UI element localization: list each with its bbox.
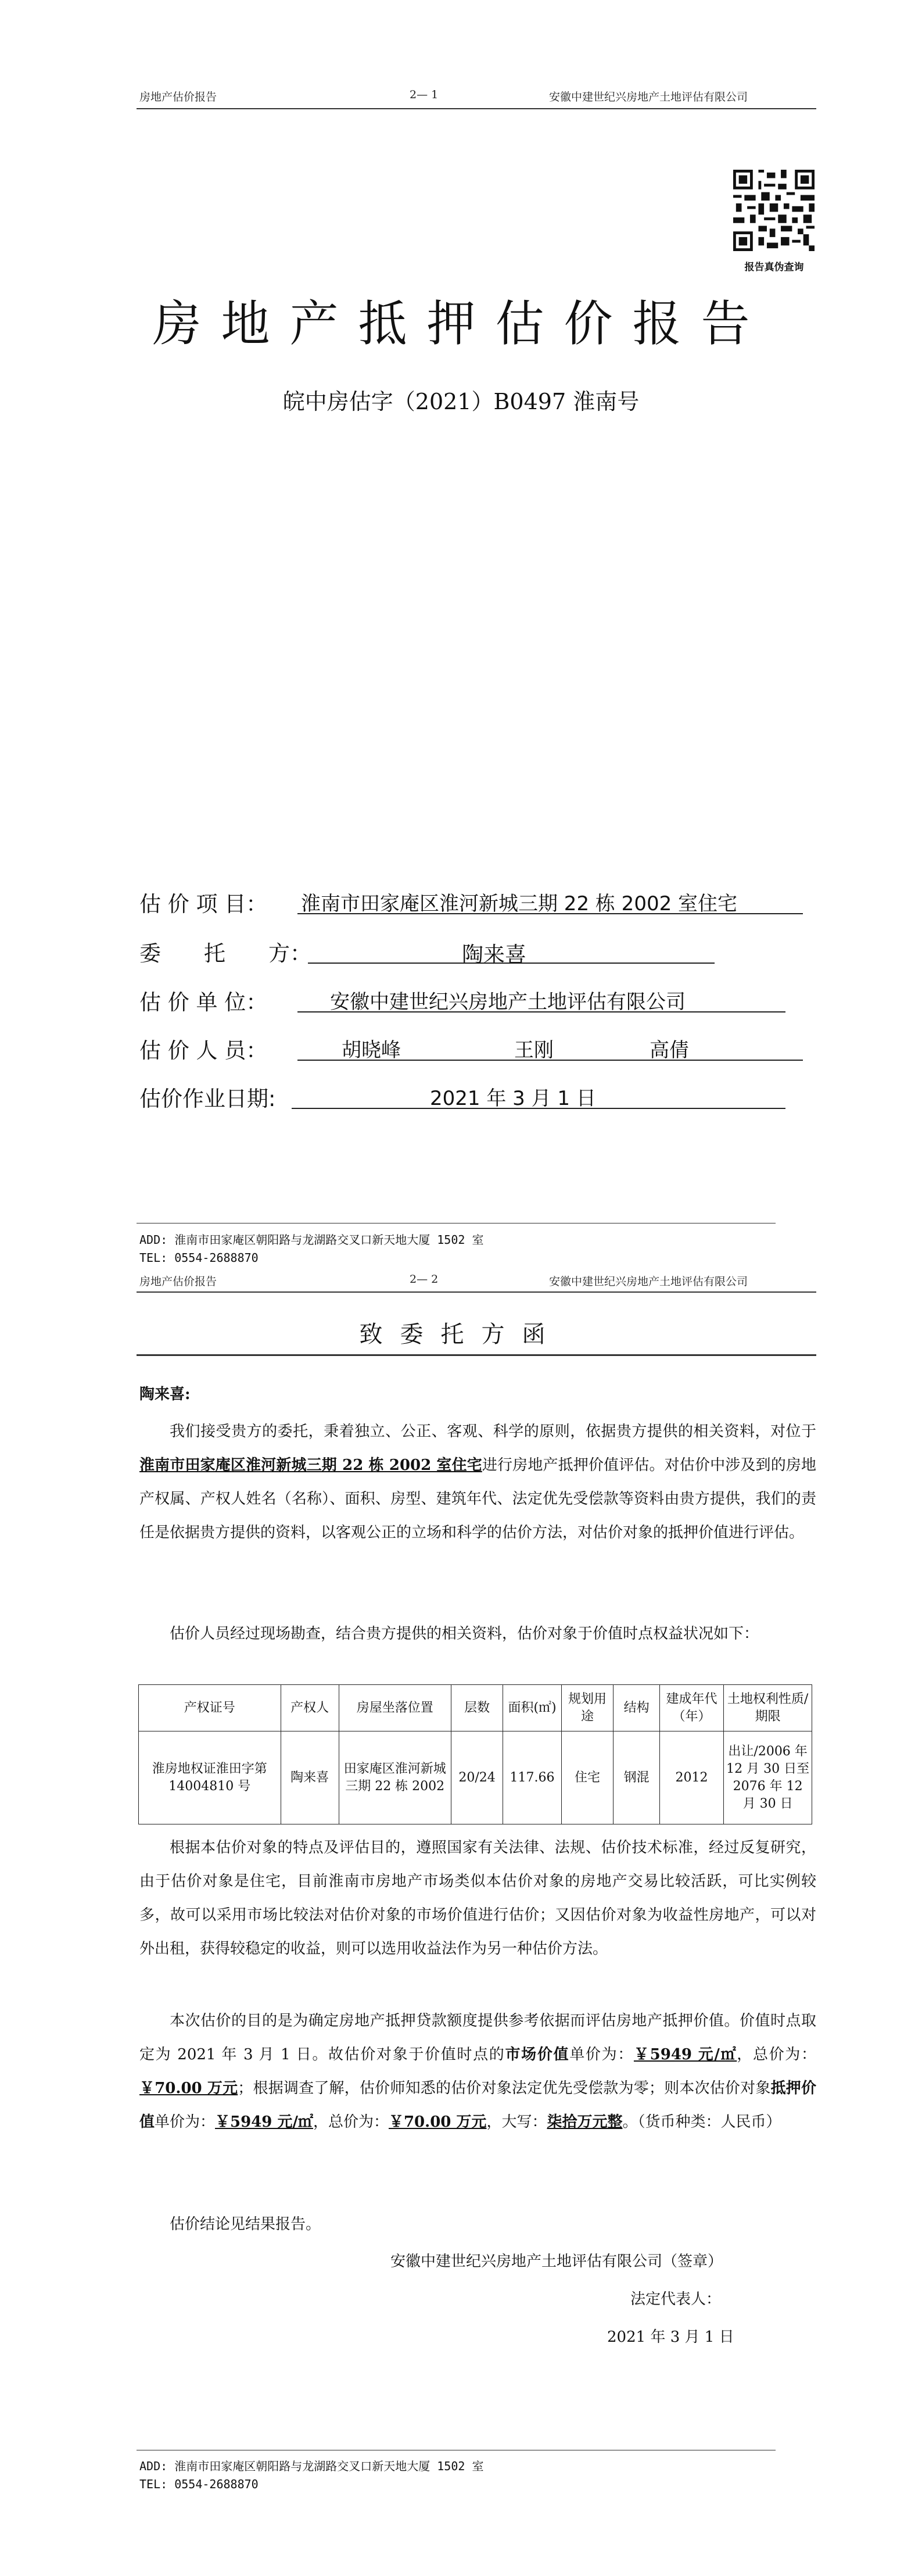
p4-text-e: 单价为：	[155, 2113, 216, 2131]
p4-text-b: 单价为：	[569, 2046, 634, 2063]
info-unit-value: 安徽中建世纪兴房地产土地评估有限公司	[330, 990, 686, 1014]
qr-code-icon	[733, 170, 815, 251]
letter-paragraph-2: 估价人员经过现场勘查，结合贵方提供的相关资料，估价对象于价值时点权益状况如下：	[170, 1625, 759, 1643]
table-cell-floors: 20/24	[451, 1731, 503, 1824]
page2-header-rule	[137, 1291, 816, 1293]
info-unit-label: 估 价 单 位：	[139, 990, 268, 1015]
table-cell-land: 出让/2006 年 12 月 30 日至 2076 年 12 月 30 日	[724, 1731, 812, 1824]
page2-header-right: 安徽中建世纪兴房地产土地评估有限公司	[549, 1275, 748, 1288]
page1-header-page: 2— 1	[410, 88, 439, 101]
table-cell-owner: 陶来喜	[281, 1731, 339, 1824]
info-staff-underline	[297, 1060, 803, 1061]
p4-unit-price-2: ￥5949 元/㎡	[215, 2113, 313, 2131]
page2-footer	[139, 2457, 483, 2493]
info-date-underline	[292, 1108, 785, 1109]
info-project-value: 淮南市田家庵区淮河新城三期 22 栋 2002 室住宅	[301, 892, 738, 915]
p4-text-g: ，大写：	[486, 2113, 547, 2131]
table-header-cert: 产权证号	[139, 1685, 281, 1731]
table-header-use: 规划用途	[561, 1685, 614, 1731]
page2-footer-address: ADD: 淮南市田家庵区朝阳路与龙湖路交叉口新天地大厦 1502 室	[139, 2459, 484, 2473]
p4-unit-price: ￥5949 元/㎡	[633, 2046, 737, 2063]
table-header-floors: 层数	[451, 1685, 503, 1731]
signature-company: 安徽中建世纪兴房地产土地评估有限公司（签章）	[390, 2253, 723, 2270]
info-project-underline	[297, 913, 803, 914]
info-date-label: 估价作业日期:	[139, 1086, 276, 1111]
page1-header-right: 安徽中建世纪兴房地产土地评估有限公司	[549, 91, 748, 103]
letter-paragraph-3: 根据本估价对象的特点及评估目的，遵照国家有关法律、法规、估价技术标准，经过反复研究，由于估价对象是住宅，目前淮南市房地产市场类似本估价对象的房地产交易比较活跃，可比实例较多，故可以采用市场比较法对估价对象的市场价值进行估价；又因估价对象为收益性房地产，可以对外出租，获得较稳定的收益，则可以选用收益法作为另一种估价方法。	[139, 1839, 816, 1958]
property-table-header-row	[139, 1685, 812, 1731]
page1-footer-tel: TEL: 0554-2688870	[139, 1251, 259, 1265]
table-cell-cert: 淮房地权证淮田字第 14004810 号	[139, 1731, 281, 1824]
info-client-value: 陶来喜	[462, 942, 526, 967]
info-staff-2: 王刚	[514, 1039, 554, 1062]
table-header-year: 建成年代（年）	[659, 1685, 723, 1731]
table-header-owner: 产权人	[281, 1685, 339, 1731]
table-cell-location: 田家庵区淮河新城三期 22 栋 2002	[339, 1731, 451, 1824]
info-staff-1: 胡晓峰	[342, 1039, 401, 1062]
report-title: 房地产抵押估价报告	[152, 295, 770, 352]
signature-date: 2021 年 3 月 1 日	[607, 2328, 734, 2346]
p4-amount-in-words: 柒拾万元整	[547, 2113, 623, 2131]
property-table-row	[139, 1731, 812, 1824]
p4-text-c: ，总价为：	[737, 2046, 816, 2063]
letter-salutation: 陶来喜:	[139, 1386, 191, 1403]
p4-text-d: ；根据调查了解，估价师知悉的估价对象法定优先受偿款为零；则本次估价对象	[238, 2080, 771, 2097]
p4-text-h: 。（货币种类：人民币）	[622, 2113, 781, 2131]
qr-caption: 报告真伪查询	[744, 262, 804, 273]
signature-legal-rep: 法定代表人：	[630, 2291, 722, 2308]
p4-total-price: ￥70.00 万元	[139, 2080, 238, 2097]
info-staff-3: 高倩	[650, 1039, 689, 1062]
property-table	[138, 1684, 812, 1824]
letter-title-rule	[137, 1354, 816, 1356]
table-header-area: 面积(㎡)	[503, 1685, 561, 1731]
info-date-value: 2021 年 3 月 1 日	[430, 1087, 596, 1110]
table-cell-structure: 钢混	[614, 1731, 659, 1824]
letter-paragraph-4	[139, 2004, 816, 2139]
info-client-underline	[308, 963, 715, 964]
letter-paragraph-5: 估价结论见结果报告。	[170, 2216, 321, 2233]
table-header-structure: 结构	[614, 1685, 659, 1731]
page2-header-left: 房地产估价报告	[139, 1275, 217, 1288]
page2-header-page: 2— 2	[410, 1273, 439, 1286]
info-staff-label: 估 价 人 员：	[139, 1038, 268, 1063]
table-cell-area: 117.66	[503, 1731, 561, 1824]
page1-header-rule	[137, 108, 816, 109]
report-number: 皖中房估字（2021）B0497 淮南号	[282, 389, 640, 414]
info-project-label: 估 价 项 目：	[139, 892, 268, 917]
page1-header-left: 房地产估价报告	[139, 91, 217, 103]
table-cell-use: 住宅	[561, 1731, 614, 1824]
p4-market-value-label: 市场价值	[505, 2046, 570, 2063]
info-unit-underline	[297, 1011, 785, 1012]
p1-text-a: 我们接受贵方的委托，秉着独立、公正、客观、科学的原则，依据贵方提供的相关资料，对位于	[170, 1423, 816, 1440]
p4-text-a: 本次估价的目的是为确定房地产抵押贷款额度提供参考依据而评估房地产抵押价值。价值时点取定为 2021 年 3 月 1 日。故估价对象于价值时点的	[139, 2012, 816, 2063]
table-cell-year: 2012	[659, 1731, 723, 1824]
page2-footer-tel: TEL: 0554-2688870	[139, 2477, 259, 2491]
letter-title: 致委托方函	[359, 1321, 563, 1348]
page1-footer-address: ADD: 淮南市田家庵区朝阳路与龙湖路交叉口新天地大厦 1502 室	[139, 1233, 484, 1247]
table-header-land: 土地权利性质/期限	[724, 1685, 812, 1731]
p1-text-b: 进行房地产抵押价值评估。对估价中涉及到的房地产权属、产权人姓名（名称）、面积、房型、建筑年代、法定优先受偿款等资料由贵方提供，我们的责任是依据贵方提供的资料，以客观公正的立场和科学的估价方法，对估价对象的抵押价值进行评估。	[139, 1457, 816, 1541]
letter-paragraph-1	[139, 1415, 816, 1550]
p1-property-address: 淮南市田家庵区淮河新城三期 22 栋 2002 室住宅	[139, 1457, 482, 1474]
p4-text-f: ，总价为：	[313, 2113, 389, 2131]
table-header-location: 房屋坐落位置	[339, 1685, 451, 1731]
info-client-label: 委 托 方：	[139, 941, 311, 966]
page1-footer	[139, 1231, 483, 1267]
p4-mortgage-value-label: 抵押价值	[139, 2080, 816, 2131]
p4-total-price-2: ￥70.00 万元	[388, 2113, 487, 2131]
